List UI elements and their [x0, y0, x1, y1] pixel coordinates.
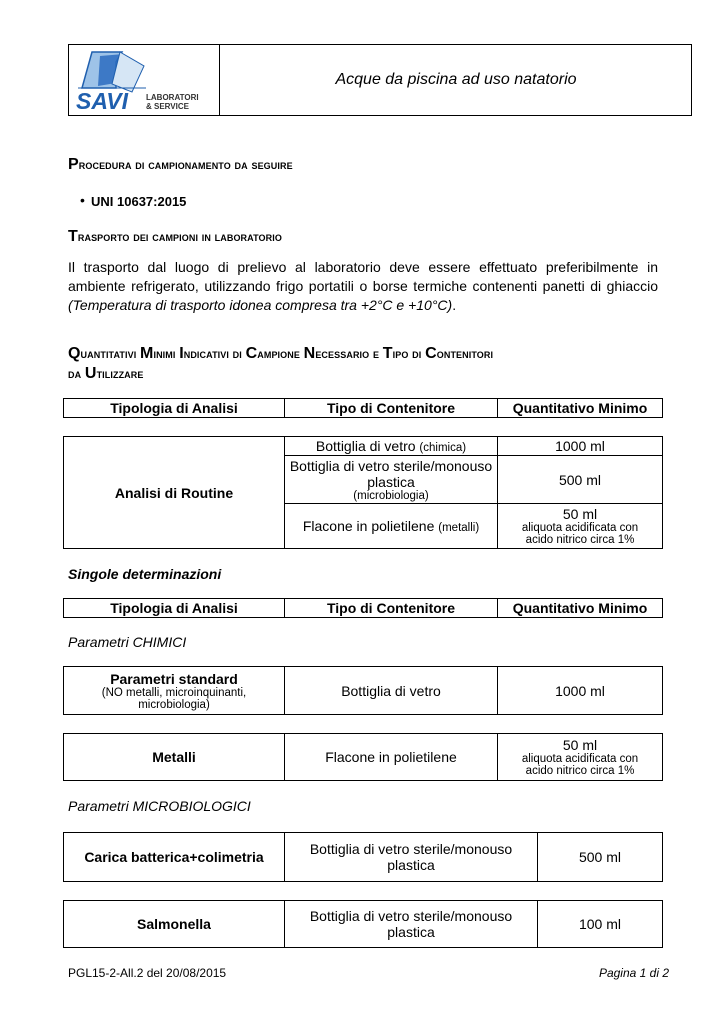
- header-box: [68, 44, 692, 116]
- col-tipologia: Tipologia di Analisi: [64, 399, 285, 418]
- table-row: [64, 437, 663, 456]
- container-cell: [285, 456, 498, 504]
- carica-table: [63, 832, 663, 882]
- metalli-table: [63, 733, 663, 781]
- quantity-cell: 100 ml: [538, 901, 663, 948]
- col-quantitativo: Quantitativo Minimo: [498, 399, 663, 418]
- document-title: Acque da piscina ad uso natatorio: [335, 71, 577, 88]
- standard-table: [63, 666, 663, 715]
- heading-rest: rocedura di campionamento da seguire: [78, 157, 293, 172]
- container-cell: Bottiglia di vetro sterile/monouso plastica: [285, 833, 538, 882]
- paragraph-text: Il trasporto dal luogo di prelievo al laboratorio deve essere effettuato preferibilmente in ambiente refrigerato, utilizzando frigo portatili o borse termiche contenenti panetti di ghiaccio: [68, 259, 658, 294]
- heading-rest: uantitativi: [80, 346, 141, 361]
- footer-page-number: Pagina 1 di 2: [598, 966, 669, 980]
- heading-cap: M: [140, 345, 154, 362]
- paragraph-end: .: [452, 297, 457, 313]
- chimici-title: Parametri CHIMICI: [68, 634, 187, 650]
- container-note: (metalli): [438, 522, 480, 534]
- heading-rest: ecessario e: [315, 346, 383, 361]
- table-row: [64, 833, 663, 882]
- trasporto-paragraph: [68, 258, 658, 315]
- container-cell: Bottiglia di vetro: [285, 667, 498, 715]
- logo-sub1: LABORATORI: [146, 93, 199, 102]
- container-cell: [285, 504, 498, 549]
- quantity-text: 50 ml: [562, 506, 598, 522]
- carica-label: Carica batterica+colimetria: [64, 833, 285, 882]
- heading-line: [68, 344, 668, 364]
- quantity-cell: [498, 734, 663, 781]
- bullet-icon: •: [80, 192, 85, 208]
- company-logo: [72, 48, 218, 112]
- table-row: [64, 734, 663, 781]
- col-contenitore: Tipo di Contenitore: [285, 399, 498, 418]
- column-header-table-2: [63, 598, 663, 618]
- heading-rest: tilizzare: [96, 366, 144, 381]
- column-header-table: [63, 398, 663, 418]
- quantity-text: 50 ml: [562, 737, 598, 753]
- container-note: (microbiologia): [353, 489, 429, 502]
- logo-sub2: & SERVICE: [146, 102, 189, 111]
- singole-title: Singole determinazioni: [68, 566, 222, 582]
- heading-rest: ampione: [257, 346, 304, 361]
- heading-rest: da: [68, 366, 85, 381]
- metalli-label: Metalli: [64, 734, 285, 781]
- salmonella-table: [63, 900, 663, 948]
- container-note: (chimica): [419, 442, 467, 454]
- table-row: [64, 667, 663, 715]
- bullet-norma: UNI 10637:2015: [91, 194, 187, 209]
- quantity-cell: 500 ml: [498, 456, 663, 504]
- container-text: Bottiglia di vetro sterile/monouso plastica: [289, 457, 493, 490]
- col-contenitore: Tipo di Contenitore: [285, 599, 498, 618]
- container-text: Bottiglia di vetro: [315, 438, 416, 454]
- heading-rest: inimi: [153, 346, 180, 361]
- heading-line: [68, 364, 668, 384]
- section-trasporto-heading: [68, 228, 282, 246]
- salmonella-label: Salmonella: [64, 901, 285, 948]
- table-row: [64, 901, 663, 948]
- heading-rest: ipo di: [392, 346, 426, 361]
- quantity-cell: 500 ml: [538, 833, 663, 882]
- container-cell: [285, 437, 498, 456]
- heading-cap: T: [382, 345, 393, 362]
- heading-cap: C: [425, 345, 437, 362]
- heading-cap: Q: [68, 345, 81, 362]
- section-quantitativi-heading: [68, 344, 668, 384]
- heading-rest: ndicativi di: [183, 346, 246, 361]
- heading-cap: T: [68, 228, 78, 245]
- quantity-cell: 1000 ml: [498, 667, 663, 715]
- footer-doc-code: PGL15-2-All.2 del 20/08/2015: [68, 966, 227, 980]
- routine-table: [63, 436, 663, 549]
- heading-cap: C: [245, 345, 258, 362]
- section-procedura-heading: [68, 156, 293, 174]
- quantity-note: aliquota acidificata con acido nitrico circa 1%: [521, 522, 639, 546]
- standard-label-cell: [64, 667, 285, 715]
- container-cell: Bottiglia di vetro sterile/monouso plastica: [285, 901, 538, 948]
- standard-note: (NO metalli, microinquinanti, microbiologia): [101, 686, 247, 711]
- heading-rest: ontenitori: [436, 346, 494, 361]
- quantity-cell: [498, 504, 663, 549]
- container-cell: Flacone in polietilene: [285, 734, 498, 781]
- routine-label: Analisi di Routine: [64, 437, 285, 549]
- logo-text: SAVI: [76, 88, 128, 114]
- heading-cap: I: [179, 345, 184, 362]
- heading-cap: N: [303, 345, 316, 362]
- micro-title: Parametri MICROBIOLOGICI: [68, 798, 251, 814]
- paragraph-italic: (Temperatura di trasporto idonea compresa tra +2°C e +10°C): [68, 297, 453, 313]
- logo-subtext: [146, 93, 199, 111]
- heading-rest: rasporto dei campioni in laboratorio: [77, 229, 282, 244]
- heading-cap: U: [84, 365, 97, 382]
- col-quantitativo: Quantitativo Minimo: [498, 599, 663, 618]
- quantity-cell: 1000 ml: [498, 437, 663, 456]
- quantity-note: aliquota acidificata con acido nitrico circa 1%: [521, 753, 639, 777]
- heading-cap: P: [68, 156, 79, 173]
- standard-label: Parametri standard: [110, 670, 238, 687]
- container-text: Flacone in polietilene: [302, 518, 435, 534]
- header-divider: [219, 45, 220, 115]
- col-tipologia: Tipologia di Analisi: [64, 599, 285, 618]
